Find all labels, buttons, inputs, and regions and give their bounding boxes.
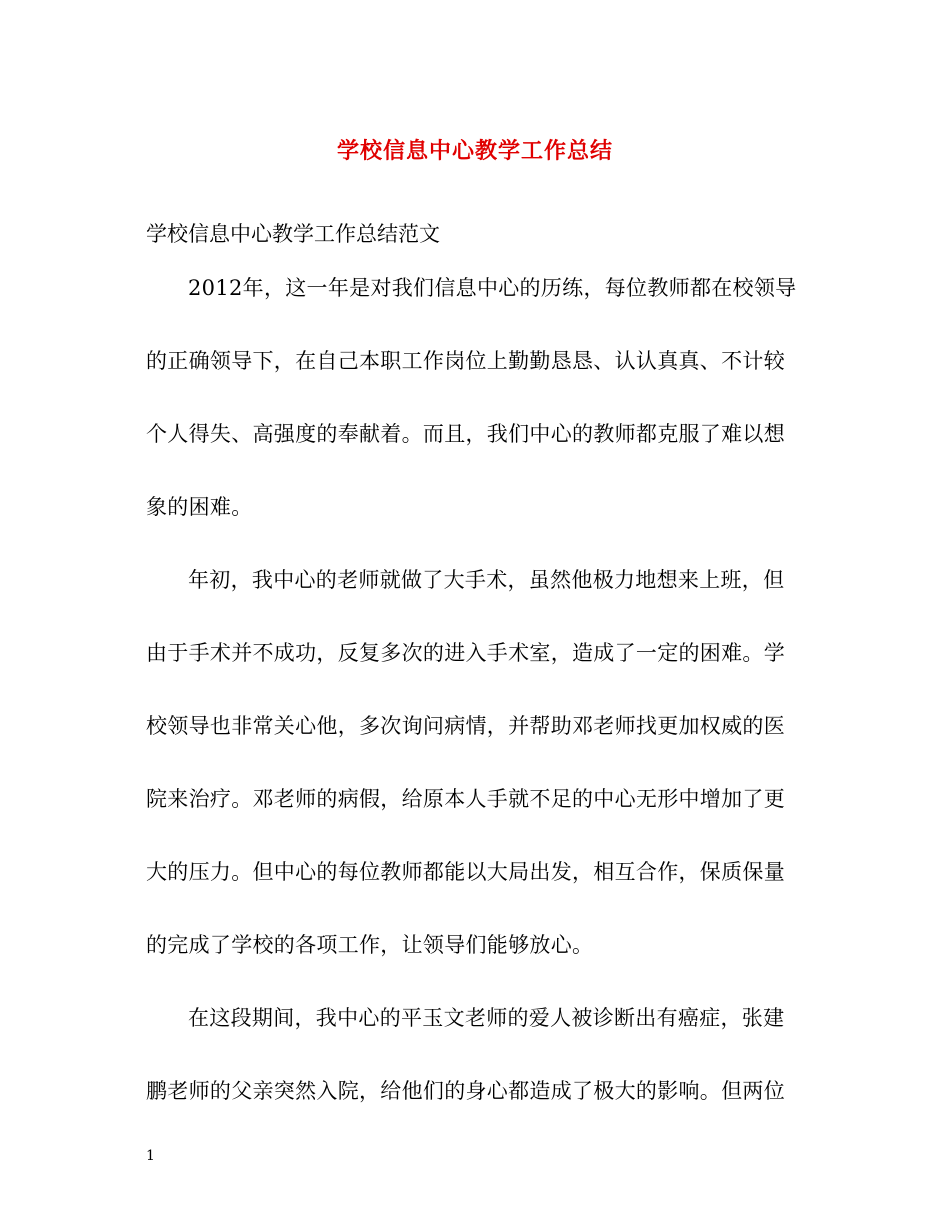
body-line: 的完成了学校的各项工作，让领导们能够放心。: [146, 933, 594, 957]
body-line: 大的压力。但中心的每位教师都能以大局出发，相互合作，保质保量: [146, 860, 785, 884]
body-line: 在这段期间，我中心的平玉文老师的爱人被诊断出有癌症，张建: [188, 1006, 785, 1030]
body-line: 象的困难。: [146, 495, 253, 519]
document-body: [146, 252, 806, 1128]
document-subtitle: 学校信息中心教学工作总结范文: [146, 222, 440, 246]
body-line: 2012年，这一年是对我们信息中心的历练，每位教师都在校领导: [188, 276, 797, 300]
body-line: 的正确领导下，在自己本职工作岗位上勤勤恳恳、认认真真、不计较: [146, 349, 785, 373]
body-line: 个人得失、高强度的奉献着。而且，我们中心的教师都克服了难以想: [146, 422, 785, 446]
body-line: 年初，我中心的老师就做了大手术，虽然他极力地想来上班，但: [188, 568, 785, 592]
document-title: 学校信息中心教学工作总结: [336, 138, 613, 164]
page-number: 1: [146, 1148, 155, 1164]
body-line: 院来治疗。邓老师的病假，给原本人手就不足的中心无形中增加了更: [146, 787, 785, 811]
body-line: 校领导也非常关心他，多次询问病情，并帮助邓老师找更加权威的医: [146, 714, 785, 738]
body-line: 由于手术并不成功，反复多次的进入手术室，造成了一定的困难。学: [146, 641, 785, 665]
body-line: 鹏老师的父亲突然入院，给他们的身心都造成了极大的影响。但两位: [146, 1079, 785, 1103]
